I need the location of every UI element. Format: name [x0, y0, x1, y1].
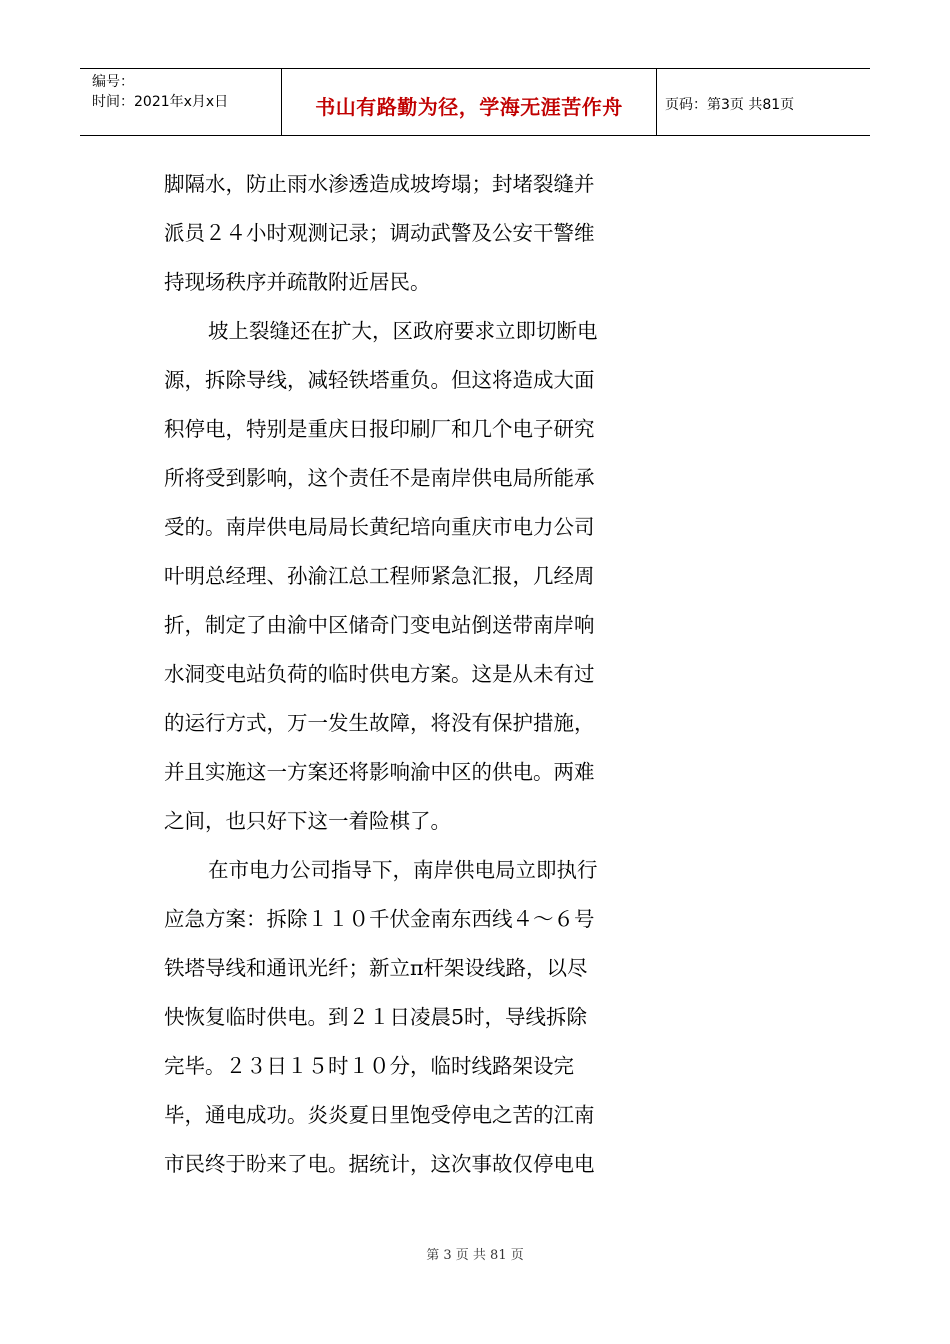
- header-page-info-cell: [657, 69, 870, 135]
- text-line: 叶明总经理、孙渝江总工程师紧急汇报，几经周: [164, 564, 595, 588]
- text-line: 铁塔导线和通讯光纤；新立π杆架设线路，以尽: [164, 956, 588, 980]
- paragraph-3: [164, 846, 634, 1189]
- text-line: 快恢复临时供电。到２１日凌晨5时，导线拆除: [164, 1005, 588, 1029]
- text-line: 脚隔水，防止雨水渗透造成坡垮塌；封堵裂缝并: [164, 172, 595, 196]
- header-motto-cell: [282, 69, 657, 135]
- text-line: 之间，也只好下这一着险棋了。: [164, 809, 451, 833]
- text-line: 坡上裂缝还在扩大，区政府要求立即切断电: [208, 319, 598, 343]
- text-line: 的运行方式，万一发生故障，将没有保护措施，: [164, 711, 595, 735]
- header-page-info: 页码：第3页 共81页: [665, 97, 795, 113]
- text-line: 完毕。２３日１５时１０分，临时线路架设完: [164, 1054, 574, 1078]
- text-line: 并且实施这一方案还将影响渝中区的供电。两难: [164, 760, 595, 784]
- text-line: 应急方案：拆除１１０千伏金南东西线４～６号: [164, 907, 595, 931]
- text-line: 水洞变电站负荷的临时供电方案。这是从未有过: [164, 662, 595, 686]
- text-line: 源，拆除导线，减轻铁塔重负。但这将造成大面: [164, 368, 595, 392]
- time-label: 时间：2021年x月x日: [92, 94, 229, 110]
- header-meta: [80, 69, 282, 135]
- page-footer: [0, 1244, 950, 1263]
- text-line: 折，制定了由渝中区储奇门变电站倒送带南岸响: [164, 613, 595, 637]
- text-line: 所将受到影响，这个责任不是南岸供电局所能承: [164, 466, 595, 490]
- paragraph-2: [164, 307, 634, 846]
- text-line: 派员２４小时观测记录；调动武警及公安干警维: [164, 221, 595, 245]
- text-line: 积停电，特别是重庆日报印刷厂和几个电子研究: [164, 417, 595, 441]
- text-line: 市民终于盼来了电。据统计，这次事故仅停电电: [164, 1152, 595, 1176]
- header-motto: 书山有路勤为径，学海无涯苦作舟: [315, 94, 623, 119]
- page-header: [80, 68, 870, 136]
- footer-page-number: 第 3 页 共 81 页: [426, 1248, 524, 1263]
- text-line: 在市电力公司指导下，南岸供电局立即执行: [208, 858, 598, 882]
- serial-number-label: 编号：: [92, 74, 134, 90]
- text-line: 持现场秩序并疏散附近居民。: [164, 270, 431, 294]
- text-line: 受的。南岸供电局局长黄纪培向重庆市电力公司: [164, 515, 595, 539]
- document-body: [164, 160, 634, 1189]
- paragraph-1: [164, 160, 634, 307]
- text-line: 毕，通电成功。炎炎夏日里饱受停电之苦的江南: [164, 1103, 595, 1127]
